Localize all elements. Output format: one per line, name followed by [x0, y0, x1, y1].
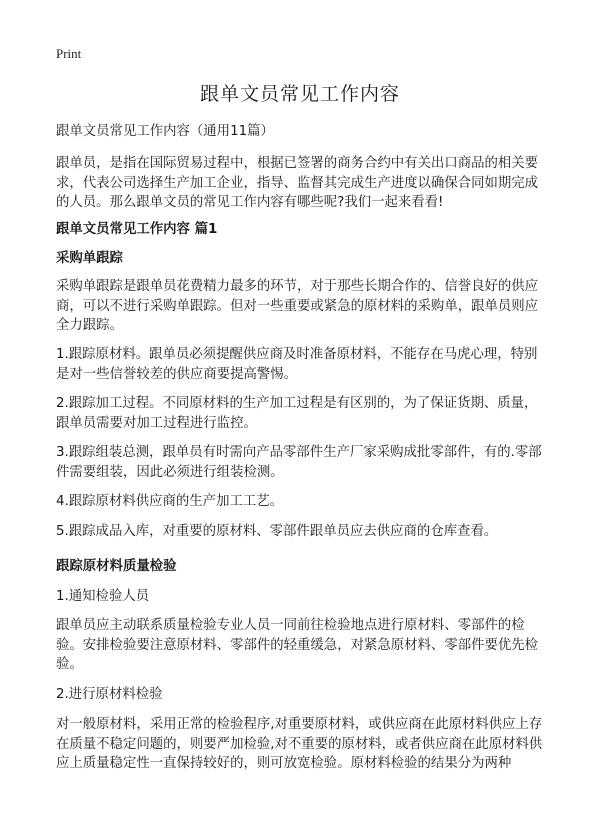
section-heading-part1: 跟单文员常见工作内容 篇1 — [56, 222, 218, 237]
subheading-material-inspection: 2.进行原材料检验 — [56, 687, 163, 702]
page-title: 跟单文员常见工作内容 — [199, 83, 400, 105]
list-item-track-warehousing: 5.跟踪成品入库，对重要的原材料、零部件跟单员应去供应商的仓库查看。 — [56, 524, 498, 539]
paragraph-notify-inspectors: 跟单员应主动联系质量检验专业人员一同前往检验地点进行原材料、零部件的检验。安排检验要注意原材料、零部件的轻重缓急，对紧急原材料、零部件要优先检验。 — [56, 618, 539, 672]
list-item-track-supplier-process: 4.跟踪原材料供应商的生产加工工艺。 — [56, 494, 284, 509]
section-heading-quality-inspection: 跟踪原材料质量检验 — [56, 559, 177, 574]
list-item-track-processing: 2.跟踪加工过程。不同原材料的生产加工过程是有区别的，为了保证货期、质量，跟单员需要对加工过程进行监控。 — [56, 396, 538, 431]
paragraph-purchase-tracking: 采购单跟踪是跟单员花费精力最多的环节，对于那些长期合作的、信誉良好的供应商，可以不进行采购单跟踪。但对一些重要或紧急的原材料的采购单，跟单员则应全力跟踪。 — [56, 279, 539, 333]
print-label: Print — [56, 46, 82, 61]
intro-paragraph: 跟单员，是指在国际贸易过程中，根据已签署的商务合约中有关出口商品的相关要求，代表公司选择生产加工企业，指导、监督其完成生产进度以确保合同如期完成的人员。那么跟单文员的常见工作内容有哪些呢?我们一起来看看! — [56, 156, 539, 210]
subheading-notify-inspectors: 1.通知检验人员 — [56, 589, 150, 604]
list-item-track-materials: 1.跟踪原材料。跟单员必须提醒供应商及时准备原材料，不能存在马虎心理，特别是对一些信誉较差的供应商要提高警惕。 — [56, 347, 538, 382]
document-subtitle: 跟单文员常见工作内容（通用11篇） — [56, 124, 274, 139]
section-heading-purchase-tracking: 采购单跟踪 — [56, 251, 123, 266]
list-item-track-assembly: 3.跟踪组装总测，跟单员有时需向产品零部件生产厂家采购成批零部件，有的.零部件需要组装，因此必须进行组装检测。 — [56, 445, 542, 480]
paragraph-material-inspection: 对一般原材料，采用正常的检验程序,对重要原材料，或供应商在此原材料供应上存在质量不稳定问题的，则要严加检验,对不重要的原材料，或者供应商在此原材料供应上质量稳定性一直保持较好的，则可放宽检验。原材料检验的结果分为两种 — [56, 717, 543, 771]
